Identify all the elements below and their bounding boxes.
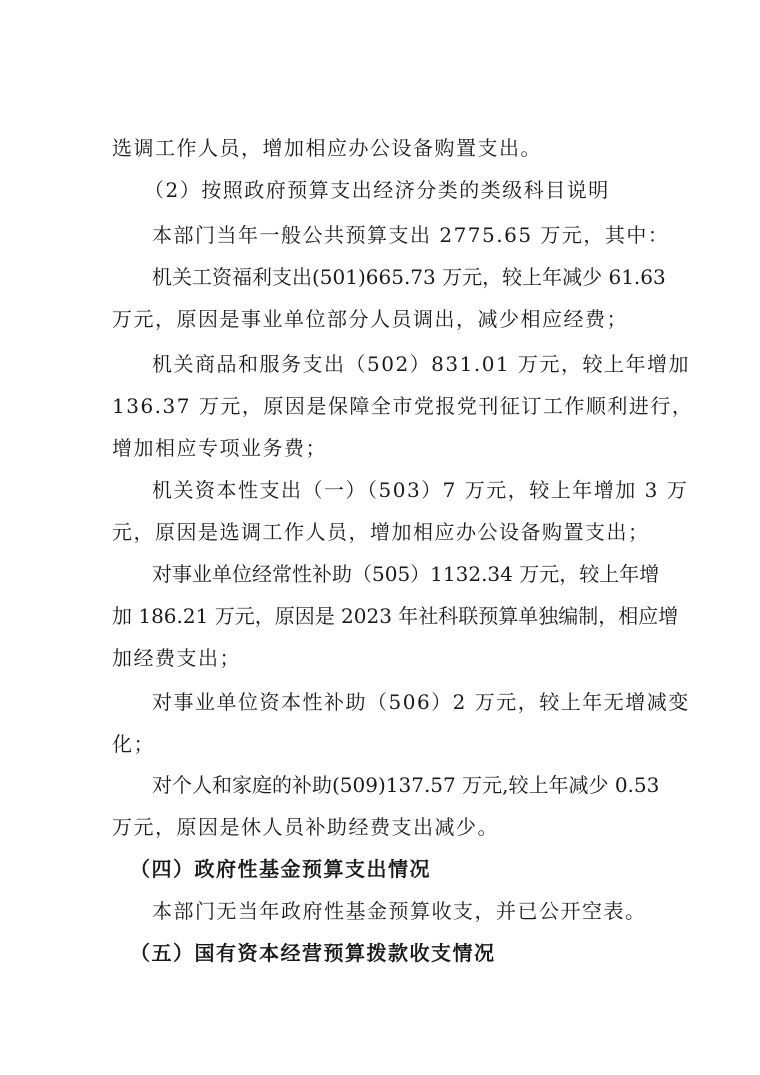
body-text-line: 本部门无当年政府性基金预算收支，并已公开空表。 [152, 899, 647, 923]
section-heading: （四）政府性基金预算支出情况 [130, 857, 431, 881]
body-text-line: 机关商品和服务支出（502）831.01 万元，较上年增加 [152, 352, 691, 376]
body-text-line: 加经费支出； [112, 646, 241, 670]
body-text-line: 对个人和家庭的补助(509)137.57 万元,较上年减少 0.53 [152, 773, 660, 797]
body-text-line: 元，原因是选调工作人员，增加相应办公设备购置支出； [112, 520, 650, 544]
subsection-heading: （2）按照政府预算支出经济分类的类级科目说明 [144, 178, 610, 202]
body-text-line: 机关工资福利支出(501)665.73 万元，较上年减少 61.63 [152, 265, 666, 289]
body-text-line: 对事业单位资本性补助（506）2 万元，较上年无增减变 [152, 690, 690, 714]
body-text-line: 选调工作人员，增加相应办公设备购置支出。 [112, 136, 542, 160]
body-text-line: 本部门当年一般公共预算支出 2775.65 万元，其中： [152, 223, 670, 247]
body-text-line: 对事业单位经常性补助（505）1132.34 万元，较上年增 [152, 562, 660, 586]
body-text-line: 万元，原因是事业单位部分人员调出，减少相应经费； [112, 307, 628, 331]
body-text-line: 化； [112, 732, 155, 756]
body-text-line: 增加相应专项业务费； [112, 436, 327, 460]
body-text-line: 万元，原因是休人员补助经费支出减少。 [112, 815, 499, 839]
body-text-line: 机关资本性支出（一）（503）7 万元，较上年增加 3 万 [152, 478, 689, 502]
section-heading: （五）国有资本经营预算拨款收支情况 [130, 941, 496, 965]
body-text-line: 136.37 万元，原因是保障全市党报党刊征订工作顺利进行， [112, 394, 694, 418]
body-text-line: 加 186.21 万元，原因是 2023 年社科联预算单独编制，相应增 [112, 604, 679, 628]
